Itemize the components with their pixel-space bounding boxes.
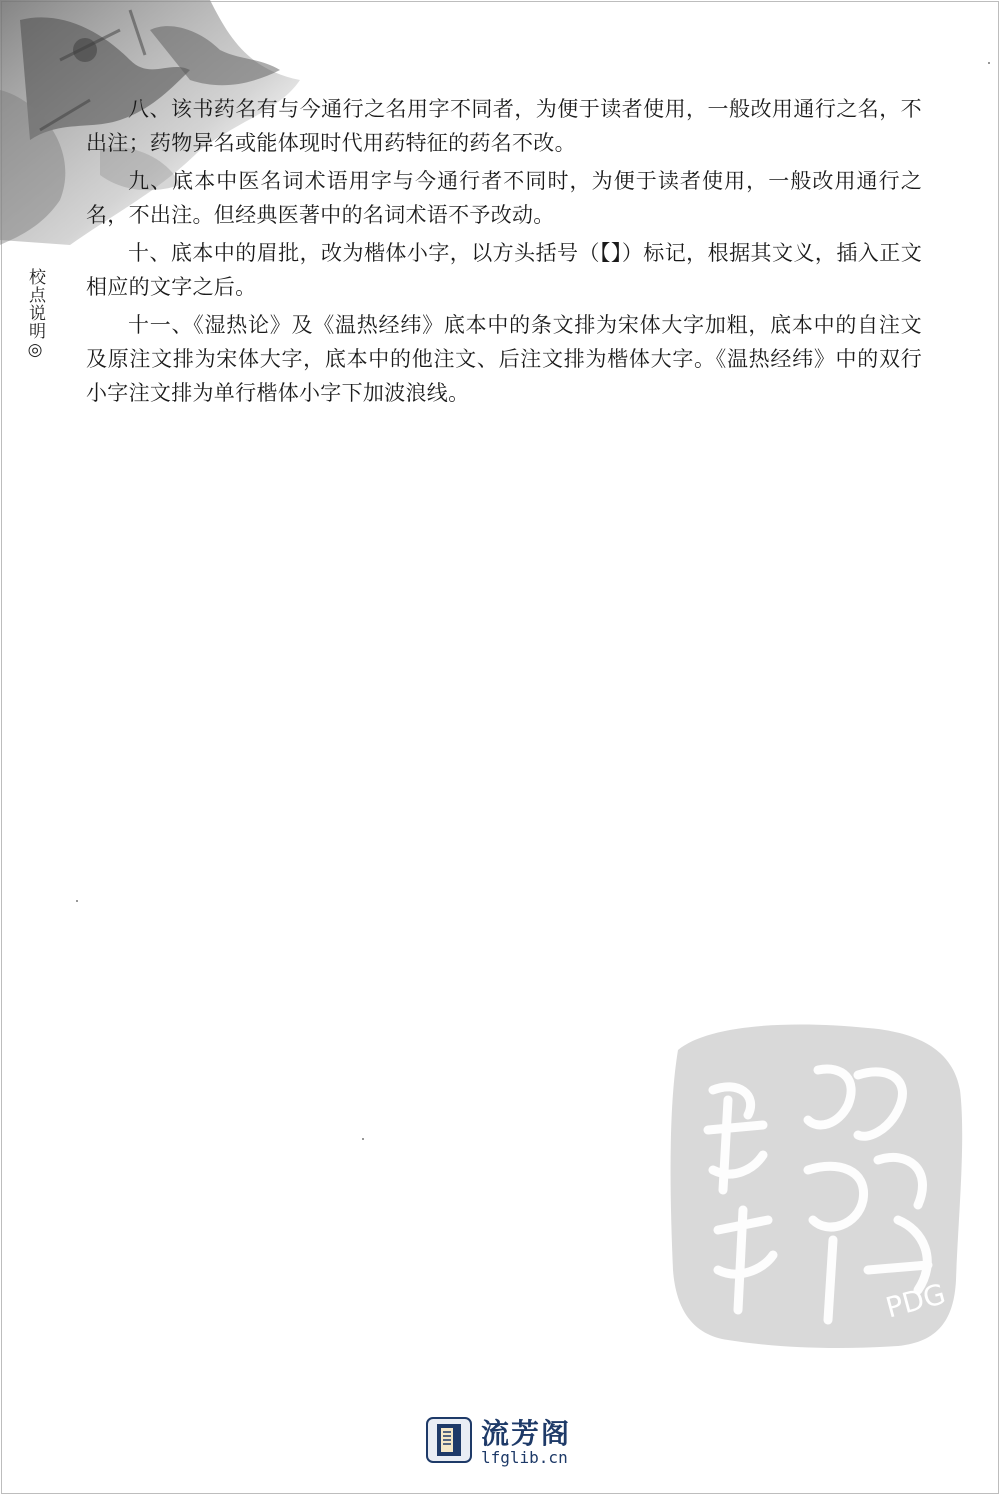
paragraph-11: 十一、《湿热论》及《温热经纬》底本中的条文排为宋体大字加粗，底本中的自注文及原注文排为宋体大字，底本中的他注文、后注文排为楷体大字。《温热经纬》中的双行小字注文排为单行楷体小字下加波浪线。 bbox=[86, 313, 922, 405]
logo-url: lfglib.cn bbox=[481, 1448, 568, 1467]
body-text bbox=[86, 92, 922, 414]
scan-speck bbox=[76, 900, 78, 902]
logo-name: 流芳阁 bbox=[481, 1417, 572, 1450]
seal-mark-text: PDG bbox=[882, 1277, 949, 1325]
paragraph-9: 九、底本中医名词术语用字与今通行者不同时，为便于读者使用，一般改用通行之名，不出注。但经典医著中的名词术语不予改动。 bbox=[86, 169, 922, 227]
paragraph-8: 八、该书药名有与今通行之名用字不同者，为便于读者使用，一般改用通行之名，不出注；药物异名或能体现时代用药特征的药名不改。 bbox=[86, 97, 922, 155]
paragraph-10: 十、底本中的眉批，改为楷体小字，以方头括号（【】）标记，根据其文义，插入正文相应的文字之后。 bbox=[86, 241, 922, 299]
scan-speck bbox=[362, 1138, 364, 1140]
running-head-side-label: 校点说明◎ bbox=[25, 268, 45, 361]
seal-watermark bbox=[668, 1020, 968, 1350]
book-icon bbox=[425, 1416, 473, 1464]
scan-speck bbox=[988, 62, 990, 64]
site-logo bbox=[425, 1412, 585, 1472]
